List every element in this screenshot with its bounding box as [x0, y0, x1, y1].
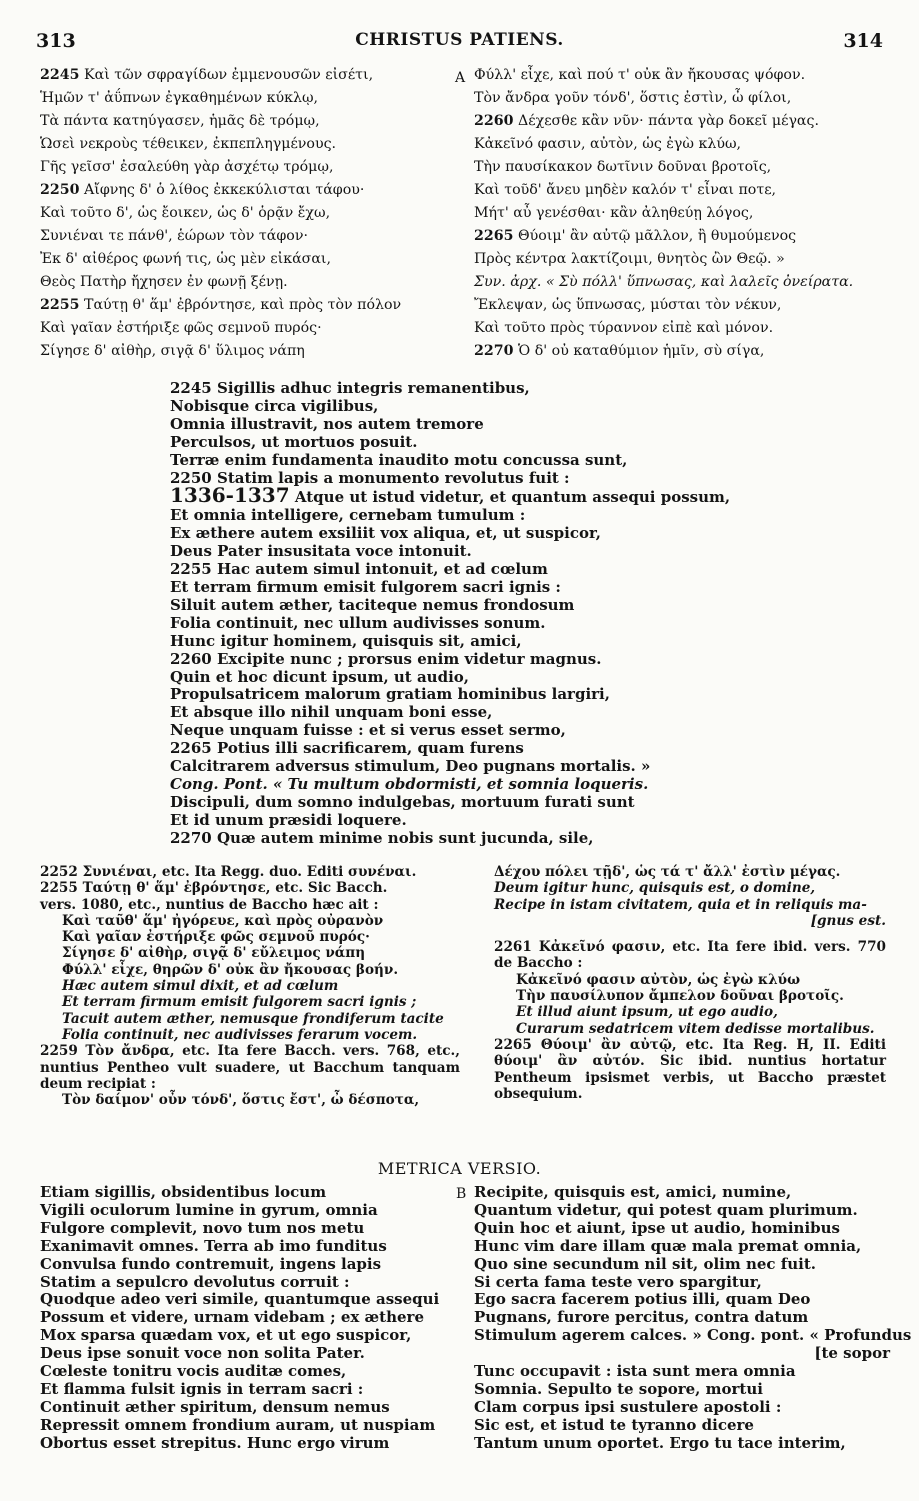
verse-line [170, 483, 770, 508]
verse-line: Repressit omnem frondium auram, ut nuspiam [40, 1415, 436, 1434]
verse-line: Et flamma fulsit ignis in terram sacri : [40, 1379, 364, 1398]
line-text: Καὶ τοῦτο πρὸς τύραννον εἰπὲ καὶ μόνον. [474, 320, 774, 336]
line-text: Et terram firmum emisit fulgorem sacri ignis : [170, 577, 561, 596]
verse-line: Quodque adeo veri simile, quantumque assequi [40, 1290, 440, 1309]
line-text: Φύλλ' εἶχε, καὶ πού τ' οὐκ ἂν ἤκουσας ψόφον. [474, 67, 806, 83]
verse-line [170, 380, 770, 398]
line-text: Θύοιμ' ἂν αὐτῷ μᾶλλον, ἢ θυμούμενος [518, 228, 797, 244]
line-text: Θεὸς Πατὴρ ἤχησεν ἐν φωνῇ ξένῃ. [40, 274, 288, 290]
verse-line: Pugnans, furore percitus, contra datum [474, 1308, 809, 1327]
quoted-verse: Φύλλ' εἶχε, θηρῶν δ' οὐκ ἂν ἤκουσας βοήν. [62, 961, 399, 978]
verse-line [474, 340, 892, 363]
quoted-translation: [gnus est. [810, 912, 886, 929]
verse-line [474, 133, 892, 156]
line-text: Τὴν παυσίκακον δωτῖνιν δοῦναι βροτοῖς, [474, 159, 772, 175]
verse-line [474, 87, 892, 110]
verse-line [170, 812, 770, 830]
line-text: Αἴφνης δ' ὁ λίθος ἐκκεκύλισται τάφου· [84, 182, 365, 198]
verse-line: Sic est, et istud te tyranno dicere [474, 1415, 754, 1434]
line-text: Folia continuit, nec ullum audivisses sonum. [170, 613, 546, 632]
verse-line: [te sopor [814, 1344, 890, 1363]
verse-line [474, 202, 892, 225]
line-text: Ὁ δ' οὐ καταθύμιον ἡμῖν, σὺ σίγα, [518, 343, 765, 359]
line-text: Σίγησε δ' αἰθὴρ, σιγᾷ δ' ὕλιμος νάπη [40, 343, 305, 359]
verse-line: Tunc occupavit : ista sunt mera omnia [474, 1362, 796, 1381]
verse-line [474, 64, 892, 87]
greek-text-left-column [40, 64, 452, 363]
verse-line [170, 561, 770, 579]
verse-line [170, 758, 770, 776]
verse-line: Hunc vim dare illam quæ mala premat omnia, [474, 1236, 862, 1255]
verse-line [170, 579, 770, 597]
line-text: Quæ autem minime nobis sunt jucunda, sile, [216, 828, 594, 847]
line-text: Sigillis adhuc integris remanentibus, [216, 379, 530, 397]
line-text: Et absque illo nihil unquam boni esse, [170, 703, 493, 722]
verse-line: Statim a sepulcro devolutus corruit : [40, 1272, 350, 1291]
verse-line [170, 830, 770, 848]
verse-line: Tantum unum oportet. Ergo tu tace interim, [474, 1433, 846, 1452]
verse-line: Quin hoc et aiunt, ipse ut audio, hominibus [474, 1218, 840, 1237]
margin-marker-b: B [456, 1186, 467, 1202]
line-text: Siluit autem æther, taciteque nemus frondosum [170, 595, 575, 614]
verse-line: Cœleste tonitru vocis auditæ comes, [40, 1362, 347, 1381]
right-page-number: 314 [843, 30, 883, 52]
quoted-translation: Hæc autem simul dixit, et ad cœlum [62, 978, 339, 995]
note-2255: 2255 Ταύτῃ θ' ἅμ' ἐβρόντησε, etc. Sic Bacch. [40, 880, 388, 897]
quoted-verse: Καὶ γαῖαν ἐστήριξε φῶς σεμνοῦ πυρός· [62, 929, 370, 946]
line-text: Hunc igitur hominem, quisquis sit, amici, [170, 631, 522, 650]
verse-line [474, 248, 892, 271]
line-number: 2255 [170, 560, 212, 579]
quoted-verse: Καὶ ταῦθ' ἅμ' ἠγόρευε, καὶ πρὸς οὐρανὸν [62, 912, 384, 929]
line-number: 2270 [170, 828, 212, 847]
footnotes-left-column [40, 864, 460, 1108]
verse-line [40, 64, 452, 87]
line-number: 2265 [170, 739, 212, 758]
verse-line [170, 452, 770, 470]
note-2261: 2261 Κἀκεῖνό φασιν, etc. Ita fere ibid. vers. 770 de Baccho : [494, 939, 886, 972]
line-text: Τὸν ἄνδρα γοῦν τόνδ', ὅστις ἐστὶν, ὦ φίλοι, [474, 90, 792, 106]
line-text: Κἀκεῖνό φασιν, αὐτὸν, ὡς ἐγὼ κλύω, [474, 136, 742, 152]
line-number: 2260 [474, 113, 514, 129]
verse-line: Recipite, quisquis est, amici, numine, [474, 1183, 792, 1201]
note-2252: 2252 Συνιέναι, etc. Ita Regg. duo. Editi συνέναι. [40, 864, 417, 880]
verse-line [40, 248, 452, 271]
verse-line: Quo sine secundum nil sit, olim nec fuit. [474, 1254, 816, 1273]
line-text: Καὶ τῶν σφραγίδων ἐμμενουσῶν εἰσέτι, [84, 67, 374, 83]
verse-line [474, 179, 892, 202]
verse-line [40, 156, 452, 179]
verse-line [170, 794, 770, 812]
line-text: Neque unquam fuisse : et si verus esset sermo, [170, 721, 566, 740]
line-number: 2245 [40, 67, 80, 83]
verse-line [40, 271, 452, 294]
verse-line [170, 686, 770, 704]
verse-line [170, 416, 770, 434]
line-text: Συν. ἀρχ. « Σὺ πόλλ' ὕπνωσας, καὶ λαλεῖς ὀνείρατα. [474, 274, 854, 290]
verse-line [40, 294, 452, 317]
verse-line [170, 543, 770, 561]
line-number: 1336-1337 [170, 483, 290, 508]
note-2259: 2259 Τὸν ἄνδρα, etc. Ita fere Bacch. vers. 768, etc., nuntius Pentheo vult suadere, ut Bacchum tanquam deum recipiat : [40, 1043, 460, 1092]
greek-text-right-column [474, 64, 892, 363]
line-text: Γῆς γεῖσσ' ἐσαλεύθη γὰρ ἀσχέτῳ τρόμῳ, [40, 159, 334, 175]
line-text: Nobisque circa vigilibus, [170, 396, 379, 415]
line-number: 2270 [474, 343, 514, 359]
line-text: Perculsos, ut mortuos posuit. [170, 432, 418, 451]
metrica-left-column [40, 1184, 450, 1453]
verse-line [474, 294, 892, 317]
line-text: Et id unum præsidi loquere. [170, 810, 407, 829]
line-text: Ταύτῃ θ' ἅμ' ἐβρόντησε, καὶ πρὸς τὸν πόλον [84, 297, 402, 313]
verse-line: Convulsa fundo contremuit, ingens lapis [40, 1254, 382, 1273]
left-page-number: 313 [36, 30, 76, 52]
line-text: Τὰ πάντα κατηύγασεν, ἡμᾶς δὲ τρόμῳ, [40, 113, 320, 129]
verse-line: Deus ipse sonuit voce non solita Pater. [40, 1344, 365, 1363]
verse-line: Si certa fama teste vero spargitur, [474, 1272, 762, 1291]
verse-line: Possum et videre, urnam videbam ; ex æthere [40, 1308, 424, 1327]
line-text: Συνιέναι τε πάνθ', ἑώρων τὸν τάφον· [40, 228, 308, 244]
line-text: Ἡμῶν τ' ἀΰπνων ἐγκαθημένων κύκλῳ, [40, 90, 319, 106]
note-2265: 2265 Θύοιμ' ἂν αὐτῷ, etc. Ita Reg. H, II. Editi θύοιμ' ἂν αὐτόν. Sic ibid. nuntius hortatur Pentheum ipsismet verbis, ut Baccho præstet obsequium. [494, 1036, 886, 1102]
verse-line [474, 225, 892, 248]
verse-line [170, 615, 770, 633]
verse-line: Stimulum agerem calces. » Cong. pont. « Profundus [474, 1326, 912, 1345]
verse-line [40, 110, 452, 133]
verse-line [170, 633, 770, 651]
line-text: Excipite nunc ; prorsus enim videtur magnus. [216, 649, 602, 668]
verse-line: Clam corpus ipsi sustulere apostoli : [474, 1397, 782, 1416]
quoted-verse: Κἀκεῖνό φασιν αὐτὸν, ὡς ἐγὼ κλύω [516, 971, 801, 988]
line-text: Propulsatricem malorum gratiam hominibus largiri, [170, 685, 610, 704]
verse-line [170, 597, 770, 615]
verse-line [170, 398, 770, 416]
quoted-verse: Τὸν δαίμον' οὖν τόνδ', ὅστις ἔστ', ὦ δέσποτα, [62, 1092, 420, 1109]
line-number: 2255 [40, 297, 80, 313]
verse-line [170, 722, 770, 740]
verse-line [40, 225, 452, 248]
note-2255-cont: vers. 1080, etc., nuntius de Baccho hæc ait : [40, 896, 379, 913]
quoted-translation: Folia continuit, nec audivisses ferarum vocem. [62, 1026, 418, 1043]
verse-line [474, 271, 892, 294]
line-text: Ex æthere autem exsiliit vox aliqua, et, ut suspicor, [170, 524, 602, 543]
line-number: 2245 [170, 379, 212, 397]
verse-line: Mox sparsa quædam vox, et ut ego suspicor, [40, 1326, 412, 1345]
quoted-verse: Σίγησε δ' αἰθὴρ, σιγᾷ δ' εὔλειμος νάπη [62, 945, 366, 962]
line-text: Statim lapis a monumento revolutus fuit : [216, 468, 570, 487]
verse-line: Ego sacra facerem potius illi, quam Deo [474, 1290, 811, 1309]
line-text: Hac autem simul intonuit, et ad cœlum [216, 560, 548, 579]
line-text: Ἔκλεψαν, ὡς ὕπνωσας, μύσται τὸν νέκυν, [474, 297, 782, 313]
line-text: Ἐκ δ' αἰθέρος φωνή τις, ὡς μὲν εἰκάσαι, [40, 251, 332, 267]
quoted-translation: Tacuit autem æther, nemusque frondiferum tacite [62, 1010, 444, 1027]
line-text: Καὶ τοῦδ' ἄνευ μηδὲν καλόν τ' εἶναι ποτε, [474, 182, 777, 198]
quoted-verse: Δέχου πόλει τῇδ', ὡς τά τ' ἄλλ' ἐστὶν μέγας. [494, 864, 841, 880]
verse-line [40, 202, 452, 225]
line-text: Ὡσεὶ νεκροὺς τέθεικεν, ἐκπεπληγμένους. [40, 136, 337, 152]
line-text: Omnia illustravit, nos autem tremore [170, 414, 484, 433]
running-title: CHRISTUS PATIENS. [355, 30, 564, 50]
line-text: Discipuli, dum somno indulgebas, mortuum furati sunt [170, 792, 635, 811]
line-text: Atque ut istud videtur, et quantum assequi possum, [294, 488, 731, 507]
line-text: Quin et hoc dicunt ipsum, ut audio, [170, 667, 469, 686]
quoted-translation: Recipe in istam civitatem, quia et in reliquis ma- [494, 896, 867, 913]
line-number: 2250 [40, 182, 80, 198]
quoted-translation: Et illud aiunt ipsum, ut ego audio, [516, 1004, 778, 1021]
line-text: Deus Pater insusitata voce intonuit. [170, 542, 472, 561]
metrica-versio-heading: METRICA VERSIO. [377, 1159, 542, 1178]
verse-line: Quantum videtur, qui potest quam plurimum. [474, 1200, 858, 1219]
line-text: Πρὸς κέντρα λακτίζοιμι, θνητὸς ὢν Θεῷ. » [474, 251, 785, 267]
verse-line [170, 507, 770, 525]
line-text: Cong. Pont. « Tu multum obdormisti, et somnia loqueris. [170, 774, 649, 793]
line-number: 2250 [170, 468, 212, 487]
verse-line [170, 651, 770, 669]
verse-line: Vigili oculorum lumine in gyrum, omnia [40, 1200, 378, 1219]
verse-line [40, 179, 452, 202]
verse-line: Exanimavit omnes. Terra ab imo funditus [40, 1236, 387, 1255]
line-text: Terræ enim fundamenta inaudito motu concussa sunt, [170, 450, 628, 469]
verse-line [474, 110, 892, 133]
verse-line [170, 669, 770, 687]
quoted-verse: Τὴν παυσίλυπον ἄμπελον δοῦναι βροτοῖς. [516, 988, 844, 1005]
verse-line [170, 740, 770, 758]
line-number: 2260 [170, 649, 212, 668]
line-text: Καὶ γαῖαν ἐστήριξε φῶς σεμνοῦ πυρός· [40, 320, 322, 336]
verse-line: Fulgore complevit, novo tum nos metu [40, 1218, 365, 1237]
line-text: Calcitrarem adversus stimulum, Deo pugnans mortalis. » [170, 757, 651, 776]
margin-marker-a: A [455, 70, 466, 86]
footnotes-right-column [494, 864, 886, 1102]
verse-line [170, 525, 770, 543]
line-text: Μήτ' αὖ γενέσθαι· κἂν ἀληθεύῃ λόγος, [474, 205, 754, 221]
verse-line [40, 317, 452, 340]
line-text: Δέχεσθε κἂν νῦν· πάντα γὰρ δοκεῖ μέγας. [518, 113, 819, 129]
line-text: Potius illi sacrificarem, quam furens [216, 739, 524, 758]
verse-line: Continuit æther spiritum, densum nemus [40, 1397, 390, 1416]
verse-line: Etiam sigillis, obsidentibus locum [40, 1183, 327, 1201]
verse-line [170, 704, 770, 722]
verse-line: Obortus esset strepitus. Hunc ergo virum [40, 1433, 390, 1452]
verse-line: Somnia. Sepulto te sopore, mortui [474, 1379, 763, 1398]
line-text: Et omnia intelligere, cernebam tumulum : [170, 506, 526, 525]
verse-line [40, 340, 452, 363]
verse-line [40, 87, 452, 110]
verse-line [474, 156, 892, 179]
quoted-translation: Et terram firmum emisit fulgorem sacri ignis ; [62, 994, 417, 1011]
verse-line [40, 133, 452, 156]
quoted-translation: Deum igitur hunc, quisquis est, o domine, [494, 880, 816, 897]
quoted-translation: Curarum sedatricem vitem dedisse mortalibus. [516, 1020, 875, 1037]
metrica-right-column [474, 1183, 912, 1453]
page-header [36, 30, 883, 54]
verse-line [170, 434, 770, 452]
line-number: 2265 [474, 228, 514, 244]
verse-line [474, 317, 892, 340]
line-text: Καὶ τοῦτο δ', ὡς ἔοικεν, ὡς δ' ὁρᾷν ἔχω, [40, 205, 331, 221]
latin-translation [170, 380, 770, 848]
verse-line [170, 776, 770, 794]
